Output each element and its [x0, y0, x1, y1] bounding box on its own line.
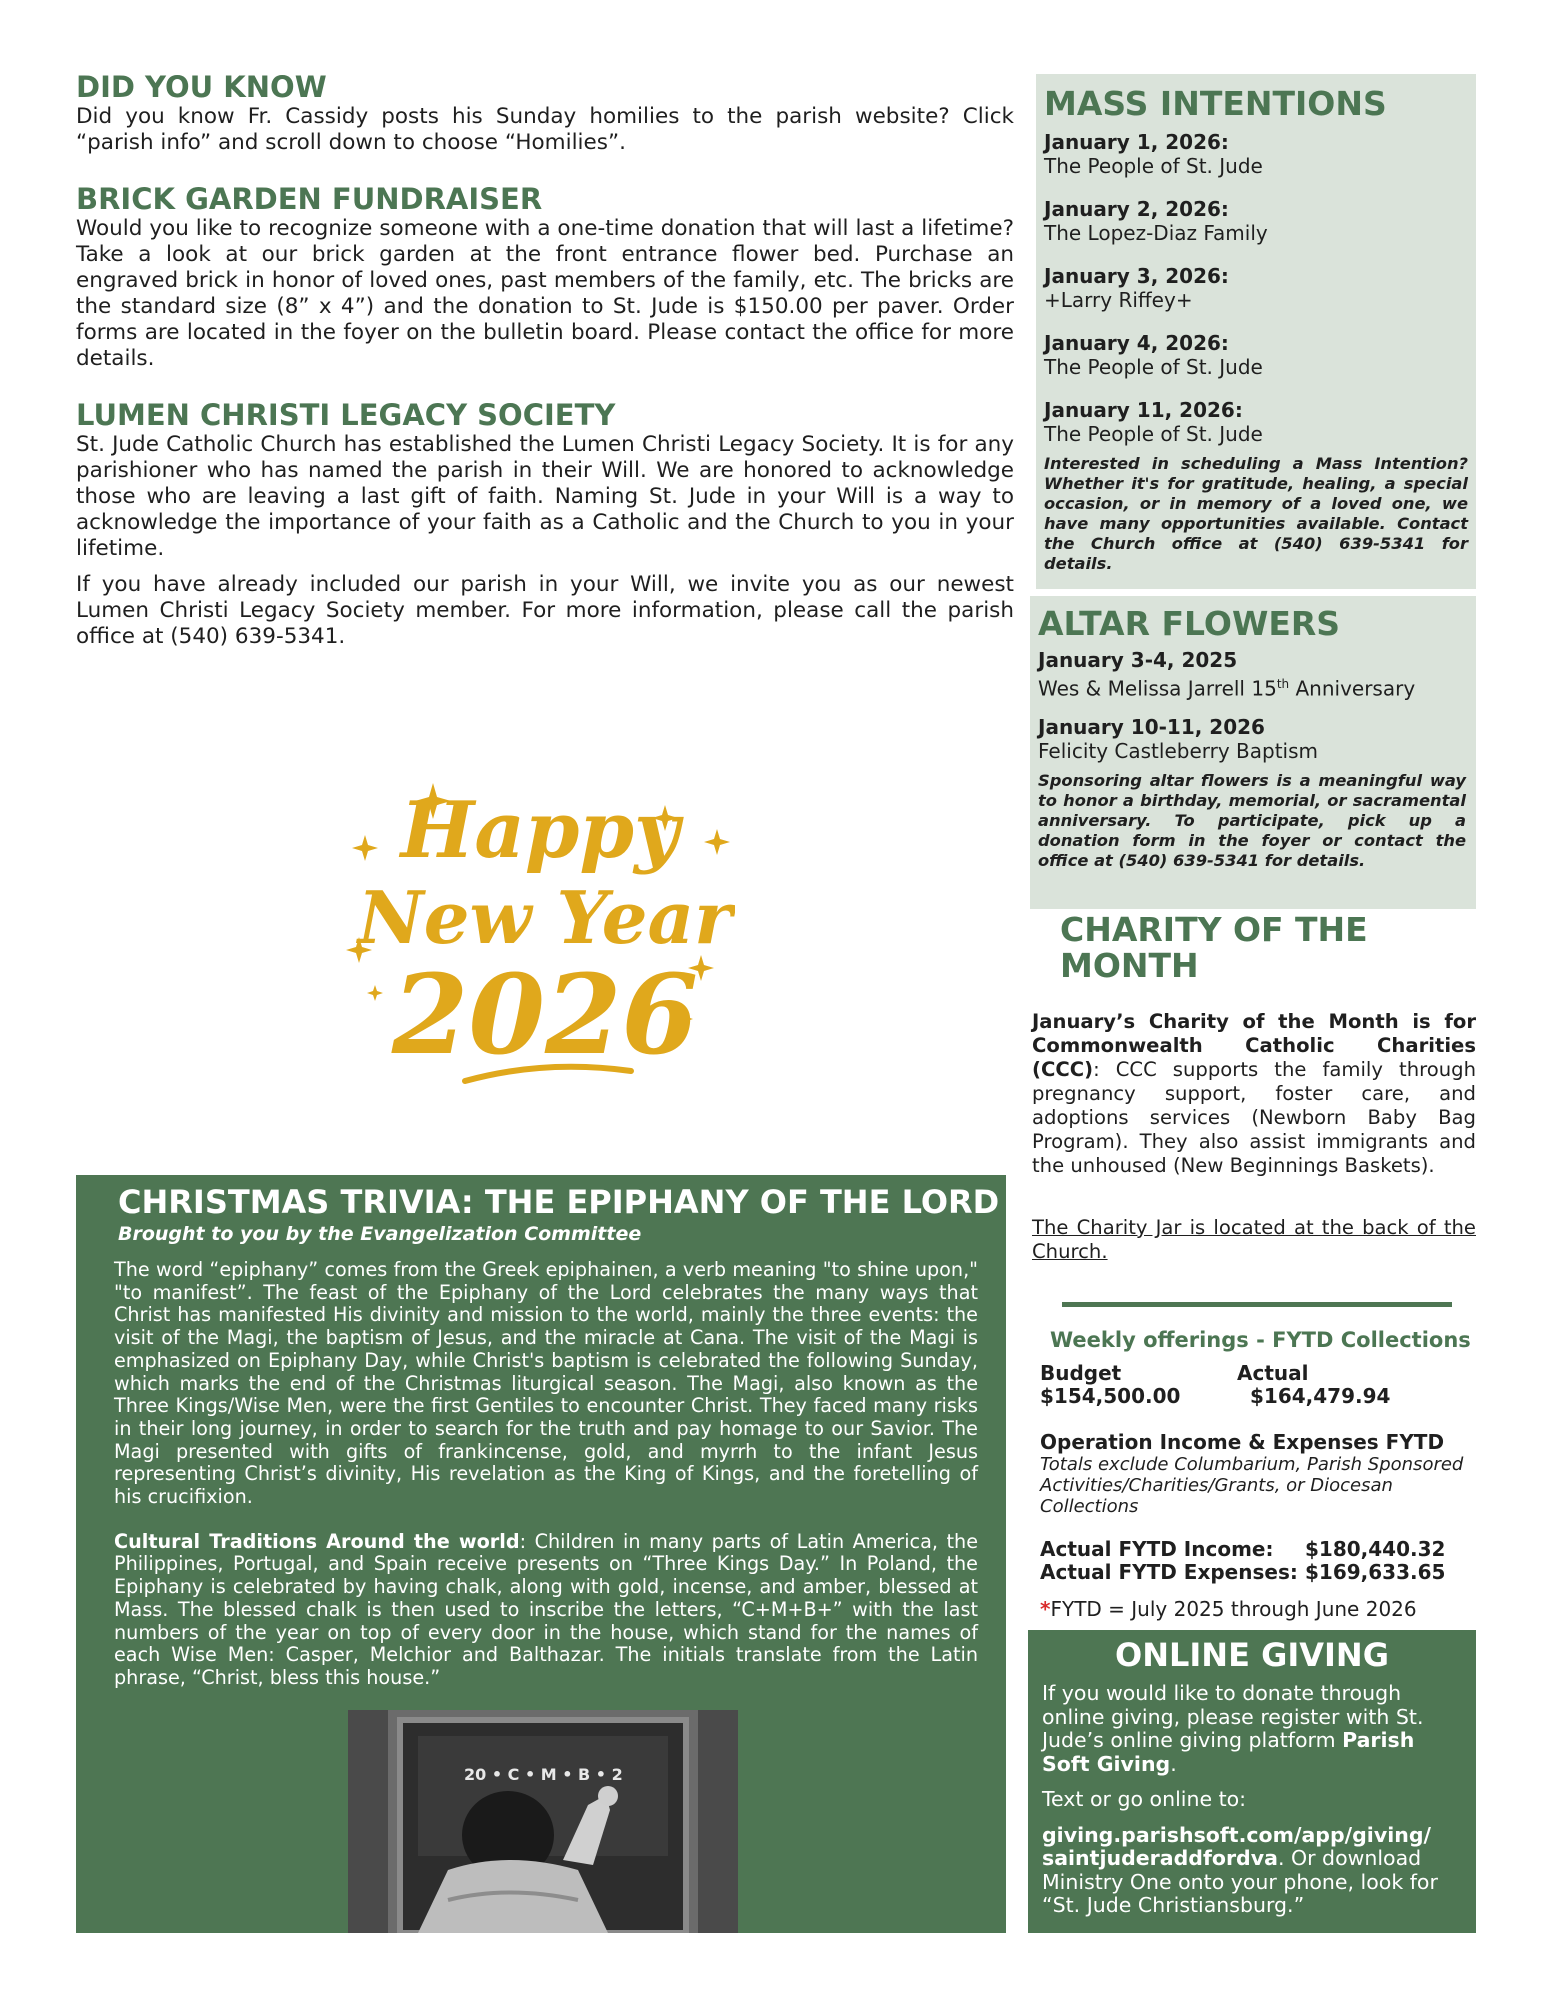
mass-intention-name: The People of St. Jude [1044, 355, 1263, 379]
happy-new-year-svg [345, 775, 735, 1105]
trivia-p2-lead: Cultural Traditions Around the world [114, 1529, 520, 1553]
did-you-know-text: Did you know Fr. Cassidy posts his Sunday homilies to the parish website? Click “parish info” and scroll down to choose “Homilies”. [76, 104, 1014, 155]
budget-label: Budget [1040, 1361, 1122, 1385]
mass-intention-date: January 3, 2026: [1044, 264, 1229, 288]
trivia-paragraph-1: The word “epiphany” comes from the Greek epiphainen, a verb meaning "to shine upon," "to manifest”. The feast of the Epiphany of the Lord celebrates the many ways that Christ has manifested His divinity and mission to the world, mainly the three events: the visit of the Magi, the baptism of Jesus, and the miracle at Cana. The visit of the Magi is emphasized on Epiphany Day, while Christ's baptism is celebrated the following Sunday, which marks the end of the Christmas liturgical season. The Magi, also known as the Three Kings/Wise Men, were the first Gentiles to encounter Christ. They faced many risks in their long journey, in order to search for the truth and pay homage to our Savior. The Magi presented with gifts of frankincense, gold, and myrrh to the infant Jesus representing Christ’s divinity, His revelation as the King of Kings, and the foretelling of his crucifixion. [114, 1258, 978, 1509]
brick-garden-heading: BRICK GARDEN FUNDRAISER [76, 182, 543, 216]
lumen-christi-p2: If you have already included our parish in your Will, we invite you as our newest Lumen Christi Legacy Society member. For more information, please call the parish office at (540) 639-5341. [76, 572, 1014, 649]
offerings-labels-row [1040, 1362, 1476, 1385]
giving-url-link[interactable]: giving.parishsoft.com/app/giving/ saintjuderaddfordva [1042, 1822, 1431, 1870]
budget-value: $154,500.00 [1040, 1384, 1181, 1408]
actual-label: Actual [1237, 1361, 1309, 1385]
altar-flowers-name: Felicity Castleberry Baptism [1038, 739, 1319, 763]
altar-flowers-sup: th [1276, 677, 1290, 691]
mass-intention-name: The People of St. Jude [1044, 422, 1263, 446]
altar-flowers-date: January 10-11, 2026 [1038, 715, 1265, 739]
trivia-subtitle: Brought to you by the Evangelization Committee [118, 1223, 642, 1245]
trivia-p2-text: : Children in many parts of Latin America, the Philippines, Portugal, and Spain receive presents on “Three Kings Day.” In Poland, the Epiphany is celebrated by having chalk, along with gold, incense, and amber, blessed at Mass. The blessed chalk is then used to inscribe the letters, “C+M+B+” with the last numbers of the year on top of every door in the house, which stand for the names of each Wise Men: Casper, Melchior and Balthazar. The initials translate from the Latin phrase, “Christ, bless this house.” [114, 1529, 978, 1689]
online-giving-p3 [1042, 1824, 1466, 1918]
online-giving-box [1028, 1630, 1476, 1933]
online-giving-p1-end: . [1170, 1751, 1177, 1776]
online-giving-p3-text: . Or download Ministry One onto your phone, look for “St. Jude Christiansburg.” [1042, 1846, 1438, 1917]
charity-jar-note: The Charity Jar is located at the back of the Church. [1032, 1216, 1476, 1263]
mass-intention-date: January 2, 2026: [1044, 197, 1229, 221]
mass-intention-date: January 4, 2026: [1044, 331, 1229, 355]
offerings-heading: Weekly offerings - FYTD Collections [1050, 1328, 1471, 1352]
online-giving-p1 [1042, 1682, 1466, 1776]
charity-lead: January’s Charity of the Month is for Commonwealth Catholic Charities (CCC) [1032, 1010, 1476, 1081]
trivia-title: CHRISTMAS TRIVIA: THE EPIPHANY OF THE LORD [118, 1183, 1000, 1221]
mass-intention-entry [1044, 398, 1464, 446]
year-2026-text: 2026 [391, 950, 699, 1079]
altar-flowers-entry [1038, 648, 1468, 701]
did-you-know-heading: DID YOU KNOW [76, 70, 327, 104]
lumen-christi-heading: LUMEN CHRISTI LEGACY SOCIETY [76, 398, 616, 432]
lumen-christi-p1: St. Jude Catholic Church has established the Lumen Christi Legacy Society. It is for any parishioner who has named the parish in their Will. We are honored to acknowledge those who are leaving a last gift of faith. Naming St. Jude in your Will is a way to acknowledge the importance of your faith as a Catholic and the Church to you in your lifetime. [76, 432, 1014, 561]
altar-flowers-date: January 3-4, 2025 [1038, 648, 1238, 672]
mass-intention-name: +Larry Riffey+ [1044, 288, 1193, 312]
online-giving-p1-text: If you would like to donate through online giving, please register with St. Jude’s online giving platform [1042, 1681, 1424, 1752]
chalk-blessing-photo [348, 1710, 738, 1933]
charity-heading: CHARITY OF THE MONTH [1060, 910, 1368, 985]
mass-intention-entry [1044, 331, 1464, 379]
altar-flowers-box [1030, 596, 1476, 909]
happy-new-year-graphic [345, 775, 735, 1105]
online-giving-body [1042, 1682, 1466, 1918]
income-value: $180,440.32 [1305, 1537, 1446, 1561]
fytd-note-text: FYTD = July 2025 through June 2026 [1050, 1597, 1417, 1621]
left-column [76, 70, 1014, 650]
mass-intention-note: Interested in scheduling a Mass Intention? Whether it's for gratitude, healing, a special occasion, or in memory of a loved one, we have many opportunities available. Contact the Church office at (540) 639-5341 for details. [1044, 454, 1468, 573]
income-row [1040, 1538, 1476, 1561]
chalk-door-image [348, 1710, 738, 1933]
new-year-text: New Year [357, 875, 733, 960]
expenses-row [1040, 1561, 1476, 1584]
mass-intention-date: January 1, 2026: [1044, 130, 1229, 154]
altar-flowers-name [1038, 672, 1468, 701]
expenses-value: $169,633.65 [1305, 1560, 1446, 1584]
operation-heading: Operation Income & Expenses FYTD [1040, 1430, 1445, 1454]
fytd-star: * [1040, 1597, 1051, 1621]
mass-intentions-heading: MASS INTENTIONS [1044, 84, 1387, 123]
chalk-inscription: 20 • C • M • B • 2 [464, 1765, 623, 1784]
mass-intention-date: January 11, 2026: [1044, 398, 1243, 422]
altar-flowers-note: Sponsoring altar flowers is a meaningful way to honor a birthday, memorial, or sacramental anniversary. To participate, pick up a donation form in the foyer or contact the office at (540) 639-5341 for details. [1038, 771, 1466, 870]
operation-note: Totals exclude Columbarium, Parish Sponsored Activities/Charities/Grants, or Diocesan Collections [1040, 1454, 1464, 1517]
altar-flowers-name-after: Anniversary [1289, 676, 1416, 701]
christmas-trivia-box [76, 1175, 1006, 1933]
happy-text: Happy [400, 785, 680, 876]
trivia-body [114, 1259, 978, 1690]
altar-flowers-name-text: Wes & Melissa Jarrell 15 [1038, 676, 1277, 701]
trivia-paragraph-2 [114, 1531, 978, 1690]
brick-garden-text: Would you like to recognize someone with a one-time donation that will last a lifetime? Take a look at our brick garden at the front entrance flower bed. Purchase an engraved brick in honor of loved ones, past members of the family, etc. The bricks are the standard size (8” x 4”) and the donation to St. Jude is $150.00 per paver. Order forms are located in the foyer on the bulletin board. Please contact the office for more details. [76, 216, 1014, 371]
income-label: Actual FYTD Income: [1040, 1537, 1274, 1561]
charity-body [1032, 1010, 1476, 1178]
online-giving-p2: Text or go online to: [1042, 1787, 1247, 1811]
altar-flowers-heading: ALTAR FLOWERS [1038, 604, 1341, 643]
section-divider [1062, 1302, 1452, 1307]
actual-value: $164,479.94 [1250, 1384, 1391, 1408]
offerings-values-row [1040, 1385, 1476, 1408]
mass-intention-entry [1044, 130, 1464, 178]
parish-soft-giving-link[interactable]: Parish Soft Giving [1042, 1728, 1415, 1776]
mass-intention-entry [1044, 197, 1464, 245]
online-giving-heading: ONLINE GIVING [1115, 1636, 1389, 1674]
offerings-block [1040, 1362, 1476, 1621]
mass-intention-name: The People of St. Jude [1044, 154, 1263, 178]
charity-text: : CCC supports the family through pregnancy support, foster care, and adoptions services (Newborn Baby Bag Program). They also assist immigrants and the unhoused (New Beginnings Baskets). [1032, 1058, 1476, 1177]
mass-intentions-box [1036, 74, 1476, 589]
expenses-label: Actual FYTD Expenses: [1040, 1560, 1298, 1584]
fytd-note [1040, 1598, 1476, 1621]
mass-intention-name: The Lopez-Diaz Family [1044, 221, 1268, 245]
mass-intention-entry [1044, 264, 1464, 312]
altar-flowers-entry [1038, 715, 1468, 763]
